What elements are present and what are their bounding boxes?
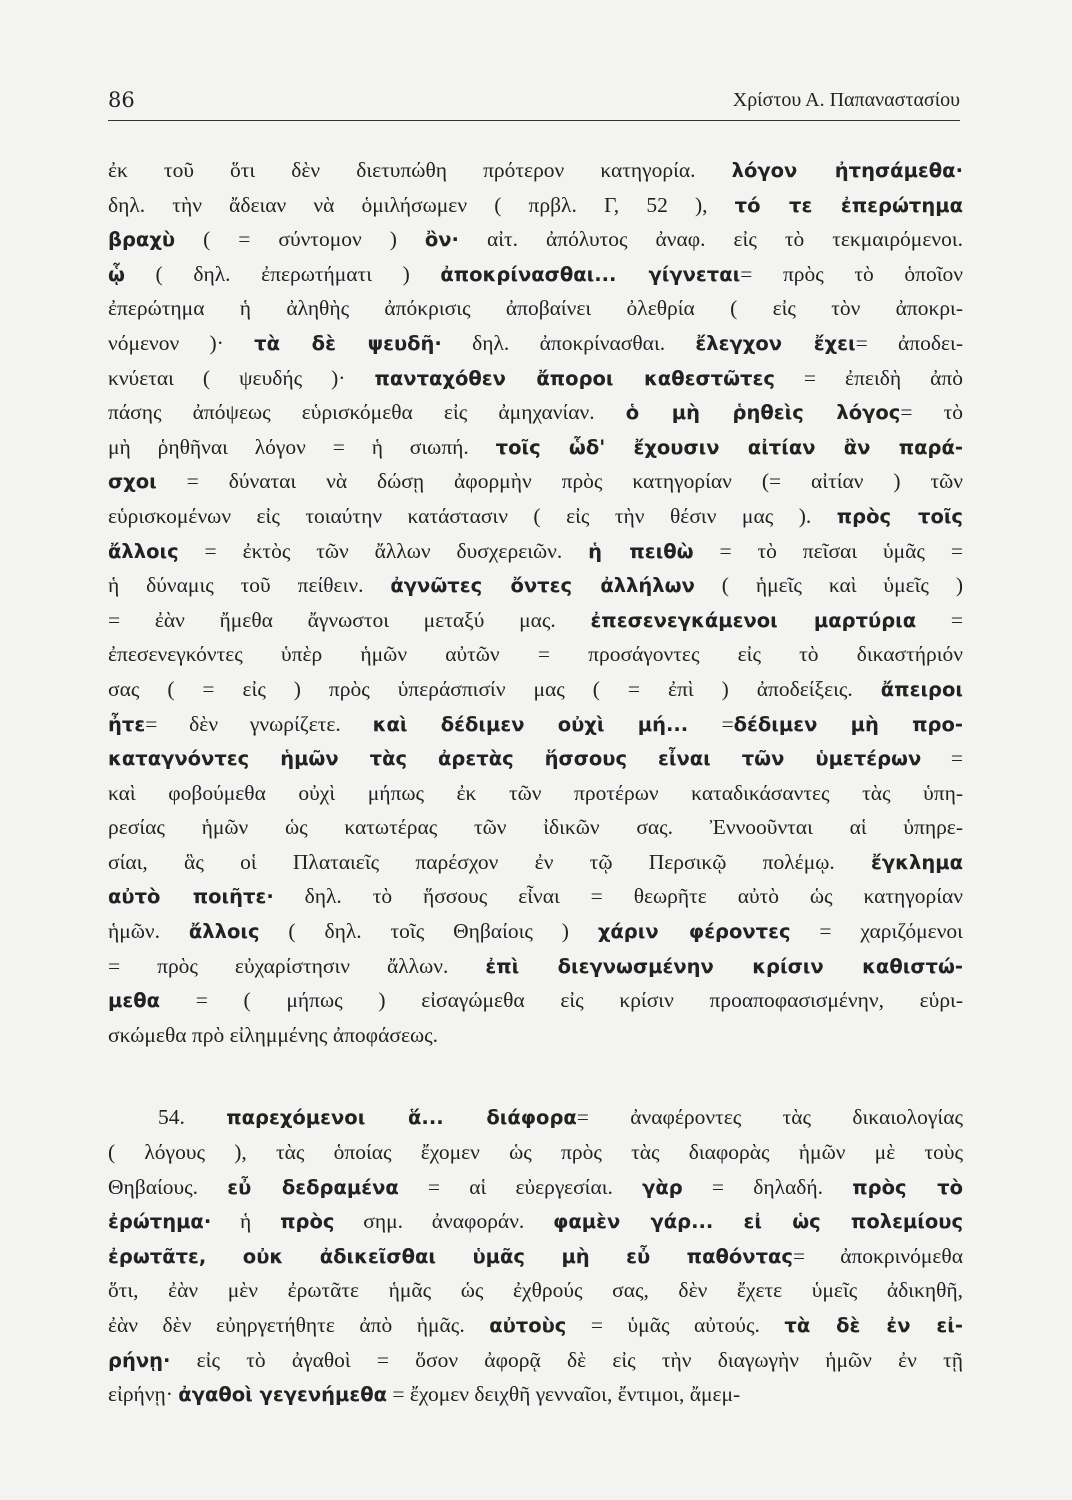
gloss-text: πάσης ἀπόψεως εὑρισκόμεθα εἰς ἀμηχανίαν. [108, 400, 626, 425]
gloss-text: σκώμεθα πρὸ εἰλημμένης ἀποφάσεως. [108, 1022, 439, 1047]
gloss-text: = δηλαδή. [682, 1174, 853, 1199]
lemma-bold: φαμὲν γάρ... εἰ ὡς πολεμίους [553, 1210, 964, 1234]
gloss-text: ἐκ τοῦ ὅτι δὲν διετυπώθη πρότερον κατηγορία. [108, 158, 732, 182]
gloss-text: σας ( = εἰς ) πρὸς ὑπεράσπισίν μας ( = ἐπὶ ) ἀποδείξεις. [108, 676, 881, 701]
commentary-text [108, 153, 963, 1412]
lemma-bold: ἄπειροι [880, 677, 963, 701]
gloss-text: 54. [158, 1105, 227, 1130]
lemma-bold: ἄλλοις [108, 539, 179, 563]
lemma-bold: ρήνῃ· [108, 1348, 171, 1372]
text-line [108, 1273, 963, 1308]
lemma-bold: ὂν· [424, 228, 459, 252]
gloss-text: ( δηλ. ἐπερωτήματι ) [124, 261, 441, 286]
lemma-bold: δέδιμεν μὴ προ- [733, 712, 963, 736]
gloss-text: = ἀποκρινόμεθα [792, 1243, 963, 1268]
lemma-bold: ᾧ [108, 262, 125, 286]
gloss-text: = ( μήπως ) εἰσαγώμεθα εἰς κρίσιν προαποφασισμένην, εὑρι- [160, 988, 963, 1013]
gloss-text: ( = σύντομον ) [175, 227, 425, 252]
text-line [108, 534, 963, 569]
text-line [108, 1018, 963, 1053]
gloss-text: κνύεται ( ψευδής )· [108, 365, 375, 390]
text-line [108, 1204, 963, 1239]
gloss-text: = αἱ εὐεργεσίαι. [398, 1174, 643, 1199]
text-line [108, 430, 963, 465]
gloss-text: ( λόγους ), τὰς ὁποίας ἔχομεν ὡς πρὸς τὰς διαφορὰς ἡμῶν μὲ τοὺς [108, 1140, 963, 1165]
lemma-bold: ἔγκλημα [871, 850, 963, 874]
gloss-text: σίαι, ἃς οἱ Πλαταιεῖς παρέσχον ἐν τῷ Περσικῷ πολέμῳ. [108, 849, 872, 874]
text-line [108, 153, 963, 188]
running-title: Χρίστου Α. Παπαναστασίου [732, 89, 960, 111]
text-line [108, 568, 963, 603]
text-line [108, 1135, 963, 1170]
lemma-bold: τὰ δὲ ψευδῆ· [254, 331, 442, 355]
text-line [108, 1308, 963, 1343]
lemma-bold: καὶ δέδιμεν οὐχὶ μή... [372, 712, 722, 736]
text-line [108, 1377, 963, 1412]
lemma-bold: αὐτὸ ποιῆτε· [108, 885, 274, 909]
lemma-bold: καταγνόντες ἡμῶν τὰς ἀρετὰς ἥσσους εἶναι τῶν ὑμετέρων [108, 747, 922, 771]
gloss-text: εἰρήνῃ· [108, 1382, 179, 1407]
text-line [108, 845, 963, 880]
lemma-bold: πανταχόθεν ἄποροι καθεστῶτες [374, 366, 775, 390]
gloss-text: = δὲν γνωρίζετε. [145, 711, 373, 736]
gloss-text: Θηβαίους. [108, 1174, 228, 1199]
lemma-bold: πρὸς [280, 1210, 335, 1234]
lemma-bold: τοῖς ὧδ' ἔχουσιν αἰτίαν ἂν παρά- [495, 435, 963, 459]
page-header [108, 80, 960, 121]
gloss-text: ἐπεσενεγκόντες ὑπὲρ ἡμῶν αὐτῶν = προσάγοντες εἰς τὸ δικαστήριόν [108, 642, 963, 667]
lemma-bold: ἐρωτᾶτε, οὐκ ἀδικεῖσθαι ὑμᾶς μὴ εὖ παθόντας [108, 1244, 793, 1268]
gloss-text: ἐπερώτημα ἡ ἀληθὴς ἀπόκρισις ἀποβαίνει ὀλεθρία ( εἰς τὸν ἀποκρι- [108, 296, 963, 321]
text-line [108, 326, 963, 361]
gloss-text: ὅτι, ἐὰν μὲν ἐρωτᾶτε ἡμᾶς ὡς ἐχθρούς σας, δὲν ἔχετε ὑμεῖς ἀδικηθῆ, [108, 1278, 963, 1303]
gloss-text: = ἐὰν ἤμεθα ἄγνωστοι μεταξύ μας. [108, 607, 591, 632]
gloss-text: εἰς τὸ ἀγαθοὶ = ὅσον ἀφορᾷ δὲ εἰς τὴν διαγωγὴν ἡμῶν ἐν τῇ [170, 1347, 963, 1372]
gloss-text: εὑρισκομένων εἰς τοιαύτην κατάστασιν ( εἰς τὴν θέσιν μας ). [108, 503, 837, 528]
gloss-text: = δύναται νὰ δώσῃ ἀφορμὴν πρὸς κατηγορίαν (= αἰτίαν ) τῶν [156, 469, 963, 494]
text-line [108, 1170, 963, 1205]
lemma-bold: πρὸς τὸ [852, 1175, 963, 1199]
page-number: 86 [108, 88, 135, 112]
gloss-text: νόμενον )· [108, 330, 255, 355]
lemma-bold: ἐπὶ διεγνωσμένην κρίσιν καθιστώ- [485, 954, 963, 978]
text-line [108, 291, 963, 326]
lemma-bold: γὰρ [642, 1175, 683, 1199]
text-line [108, 983, 963, 1018]
text-line [108, 776, 963, 811]
gloss-text: = ἔχομεν δειχθῆ γενναῖοι, ἔντιμοι, ἄμεμ- [387, 1382, 741, 1407]
text-line [108, 361, 963, 396]
gloss-text: ἡ [211, 1209, 281, 1234]
text-line [108, 603, 963, 638]
lemma-bold: λόγον ἠτησάμεθα· [731, 159, 963, 182]
lemma-bold: βραχὺ [108, 228, 176, 252]
gloss-text: = [921, 746, 963, 771]
text-line [108, 914, 963, 949]
gloss-text: ( ἡμεῖς καὶ ὑμεῖς ) [694, 573, 963, 598]
paragraph-gap [108, 1052, 963, 1100]
gloss-text: = [721, 711, 734, 736]
lemma-bold: χάριν φέροντες [597, 920, 791, 944]
gloss-text: δηλ. ἀποκρίνασθαι. [441, 330, 696, 355]
gloss-text: ρεσίας ἡμῶν ὡς κατωτέρας τῶν ἰδικῶν σας. Ἐννοοῦνται αἱ ὑπηρε- [108, 815, 963, 840]
lemma-bold: ἀγνῶτες ὄντες ἀλλήλων [390, 574, 695, 598]
lemma-bold: ἔλεγχον ἔχει [695, 331, 856, 355]
gloss-text: ἡ δύναμις τοῦ πείθειν. [108, 573, 391, 598]
gloss-text: = πρὸς εὐχαρίστησιν ἄλλων. [108, 953, 486, 978]
gloss-text: δηλ. τὴν ἄδειαν νὰ ὁμιλήσωμεν ( πρβλ. Γ, 52 ), [108, 192, 735, 217]
lemma-bold: ὁ μὴ ῥηθεὶς λόγος [625, 401, 901, 425]
paragraph-1 [108, 153, 963, 1052]
lemma-bold: αὐτοὺς [489, 1314, 567, 1337]
gloss-text: ( δηλ. τοῖς Θηβαίοις ) [259, 919, 598, 944]
lemma-bold: ἀγαθοὶ γεγενήμεθα [178, 1383, 387, 1407]
gloss-text: = χαριζόμενοι [790, 919, 963, 944]
lemma-bold: παρεχόμενοι ἅ... διάφορα [226, 1106, 577, 1130]
gloss-text: καὶ φοβούμεθα οὐχὶ μήπως ἐκ τῶν προτέρων καταδικάσαντες τὰς ὑπη- [108, 780, 963, 805]
gloss-text: = τὸ πεῖσαι ὑμᾶς = [693, 538, 963, 563]
text-line [108, 464, 963, 499]
text-line [108, 672, 963, 707]
text-line [108, 949, 963, 984]
lemma-bold: εὖ δεδραμένα [227, 1175, 399, 1199]
gloss-text: = τὸ [900, 400, 964, 425]
text-line [108, 1343, 963, 1378]
lemma-bold: ἄλλοις [188, 920, 260, 944]
text-line [108, 222, 963, 257]
gloss-text: αἰτ. ἀπόλυτος ἀναφ. εἰς τὸ τεκμαιρόμενοι. [458, 227, 963, 252]
text-line [108, 395, 963, 430]
lemma-bold: ἀποκρίνασθαι... γίγνεται [440, 262, 741, 286]
gloss-text: = [916, 607, 963, 632]
text-line [108, 257, 963, 292]
text-line [108, 879, 963, 914]
lemma-bold: τὰ δὲ ἐν εἰ- [784, 1314, 963, 1337]
gloss-text: μὴ ῥηθῆναι λόγον = ἡ σιωπή. [108, 434, 496, 459]
gloss-text: = ἀποδει- [855, 330, 963, 355]
gloss-text: = ἀναφέροντες τὰς δικαιολογίας [576, 1105, 963, 1130]
gloss-text: ἡμῶν. [108, 919, 189, 944]
text-line [108, 707, 963, 742]
gloss-text: σημ. ἀναφοράν. [334, 1209, 554, 1234]
text-line [108, 1100, 963, 1135]
lemma-bold: ἡ πειθὼ [588, 539, 694, 563]
text-line [108, 188, 963, 223]
gloss-text: = πρὸς τὸ ὁποῖον [740, 261, 963, 286]
lemma-bold: τό τε ἐπερώτημα [734, 193, 963, 217]
gloss-text: = ἐπειδὴ ἀπὸ [774, 365, 963, 390]
lemma-bold: μεθα [108, 989, 160, 1013]
gloss-text: ἐὰν δὲν εὐηργετήθητε ἀπὸ ἡμᾶς. [108, 1313, 490, 1337]
lemma-bold: ἦτε [108, 712, 146, 736]
lemma-bold: σχοι [108, 470, 157, 494]
lemma-bold: ἐπεσενεγκάμενοι μαρτύρια [590, 608, 917, 632]
paragraph-2 [108, 1100, 963, 1411]
gloss-text: δηλ. τὸ ἥσσους εἶναι = θεωρῆτε αὐτὸ ὡς κατηγορίαν [273, 884, 963, 909]
text-line [108, 637, 963, 672]
lemma-bold: ἐρώτημα· [108, 1210, 212, 1234]
text-line [108, 810, 963, 845]
text-line [108, 741, 963, 776]
text-line [108, 1239, 963, 1274]
gloss-text: = ἐκτὸς τῶν ἄλλων δυσχερειῶν. [178, 538, 589, 563]
text-line [108, 499, 963, 534]
gloss-text: = ὑμᾶς αὐτούς. [566, 1313, 785, 1337]
lemma-bold: πρὸς τοῖς [836, 504, 963, 528]
